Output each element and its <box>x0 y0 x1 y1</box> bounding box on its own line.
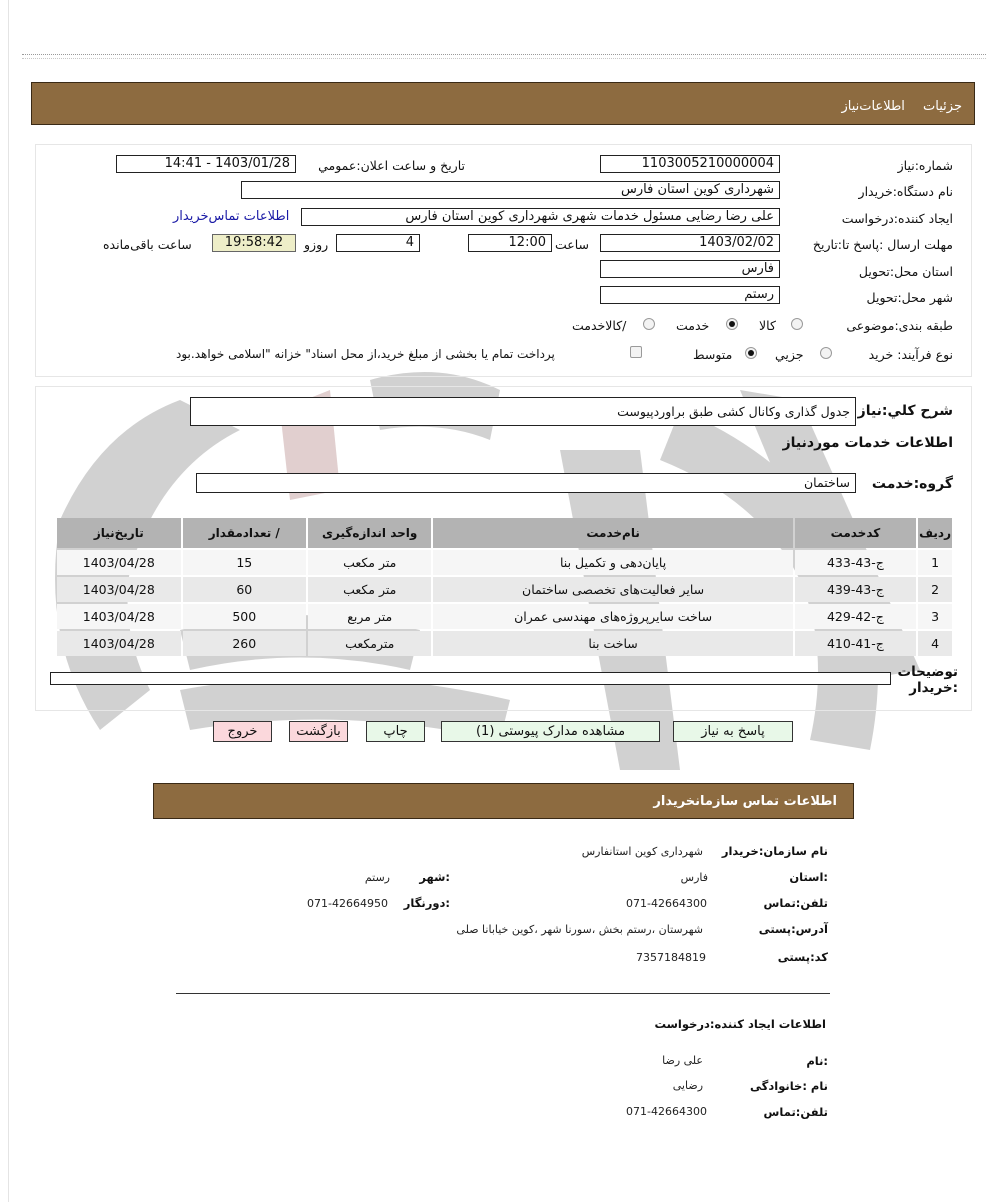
col-unit-header: واحد اندازه‌گیری <box>308 518 431 548</box>
treasury-checkbox-label: پرداخت تمام یا بخشی از مبلغ خرید،از محل اسناد" خزانه "اسلامی خواهد.بود <box>176 347 555 361</box>
col-row-header: ردیف <box>918 518 952 548</box>
cell-unit: مترمکعب <box>308 631 431 656</box>
cell-code: ج-41-410 <box>795 631 916 656</box>
table-row <box>57 577 952 602</box>
delivery-city-field: رستم <box>600 286 780 304</box>
days-field: 4 <box>336 234 420 252</box>
col-date-header: تاریخ‌نیاز <box>57 518 181 548</box>
creator-family-label: نام :خانوادگی <box>750 1079 828 1093</box>
buyer-contact-link[interactable]: اطلاعات تماس‌خریدار <box>173 209 290 224</box>
fax-value: 071-42664950 <box>307 897 388 910</box>
need-number-field: 1103005210000004 <box>600 155 780 173</box>
province-label: :استان <box>789 870 828 884</box>
page-left-rule <box>8 0 9 1202</box>
address-label: آدرس:پستی <box>758 922 828 936</box>
buyer-notes-label-line2: :خریدار <box>909 680 958 696</box>
delivery-province-label: استان محل:تحویل <box>858 264 953 279</box>
print-button[interactable]: چاپ <box>366 721 425 742</box>
tab-details[interactable]: جزئيات <box>923 99 962 114</box>
table-header-row <box>57 518 952 548</box>
process-medium-radio[interactable] <box>745 347 757 359</box>
cell-row: 3 <box>918 604 952 629</box>
creator-phone-label: تلفن:تماس <box>763 1105 828 1119</box>
service-group-field: ساختمان <box>196 473 856 493</box>
deadline-time-label: ساعت <box>555 237 590 252</box>
cell-code: ج-43-439 <box>795 577 916 602</box>
process-medium-label: متوسط <box>693 347 733 362</box>
cell-qty: 60 <box>183 577 306 602</box>
col-qty-header: / تعدادمقدار <box>183 518 306 548</box>
address-value: شهرستان ،رستم بخش ،سورنا شهر ،کوین خیابانا صلی <box>456 923 703 936</box>
process-minor-radio[interactable] <box>820 347 832 359</box>
cell-qty: 260 <box>183 631 306 656</box>
buyer-notes-label-line1: توضیحات <box>897 664 958 680</box>
exit-button[interactable]: خروج <box>213 721 272 742</box>
need-details-panel <box>35 144 972 377</box>
cell-code: ج-43-433 <box>795 550 916 575</box>
cell-row: 1 <box>918 550 952 575</box>
process-minor-label: جزیي <box>775 347 804 362</box>
creator-info-title: اطلاعات ایجاد کننده:درخواست <box>654 1017 826 1031</box>
announce-date-field: 1403/01/28 - 14:41 <box>116 155 296 173</box>
category-service-label: خدمت <box>676 318 710 333</box>
table-row <box>57 631 952 656</box>
creator-field: علی رضا رضایی مسئول خدمات شهری شهرداری کوین استان فارس <box>301 208 780 226</box>
category-goods-radio[interactable] <box>791 318 803 330</box>
postal-code-value: 7357184819 <box>636 951 706 964</box>
back-button[interactable]: بازگشت <box>289 721 348 742</box>
postal-code-label: کد:پستی <box>777 950 828 964</box>
delivery-province-field: فارس <box>600 260 780 278</box>
fax-label: :دورنگار <box>403 896 450 910</box>
process-type-label: نوع فرآیند: خرید <box>868 347 953 362</box>
buyer-notes-field <box>50 672 891 685</box>
buyer-org-label: نام دستگاه:خریدار <box>858 184 953 199</box>
category-goods-service-radio[interactable] <box>643 318 655 330</box>
summary-field: جدول گذاری وکانال کشی طبق براوردپیوست <box>190 397 856 426</box>
need-number-label: شماره:نیاز <box>897 158 953 173</box>
phone-value: 071-42664300 <box>626 897 707 910</box>
city-label: :شهر <box>419 870 450 884</box>
announce-date-label: تاریخ و ساعت اعلان:عمومي <box>318 158 465 173</box>
buyer-contact-header: اطلاعات تماس سازمانخریدار <box>153 783 854 819</box>
cell-row: 2 <box>918 577 952 602</box>
services-section-title: اطلاعات خدمات موردنیاز <box>782 435 953 451</box>
buyer-org-field: شهرداری کوین استان فارس <box>241 181 780 199</box>
cell-date: 1403/04/28 <box>57 631 181 656</box>
province-value: فارس <box>680 871 708 884</box>
cell-unit: متر مربع <box>308 604 431 629</box>
contact-divider <box>176 993 830 994</box>
view-attachments-button[interactable]: مشاهده مدارک پیوستی (1) <box>441 721 660 742</box>
treasury-checkbox[interactable] <box>630 346 642 358</box>
category-service-radio[interactable] <box>726 318 738 330</box>
cell-unit: متر مکعب <box>308 577 431 602</box>
page-header-bar <box>31 82 975 125</box>
cell-name: پایان‌دهی و تکمیل بنا <box>433 550 792 575</box>
org-name-value: شهرداری کوین استانفارس <box>581 845 703 858</box>
service-group-label: گروه:خدمت <box>871 476 953 492</box>
category-goods-service-label: /کالاخدمت <box>572 318 627 333</box>
city-value: رستم <box>364 871 390 884</box>
cell-name: سایر فعالیت‌های تخصصی ساختمان <box>433 577 792 602</box>
summary-label: شرح کلي:نیاز <box>857 403 953 419</box>
cell-unit: متر مکعب <box>308 550 431 575</box>
cell-qty: 15 <box>183 550 306 575</box>
org-name-label: نام سازمان:خریدار <box>721 844 828 858</box>
cell-name: ساخت سایرپروژه‌های مهندسی عمران <box>433 604 792 629</box>
services-table <box>55 516 954 658</box>
remaining-time-label: ساعت باقی‌مانده <box>103 237 192 252</box>
creator-name-value: علی رضا <box>662 1054 703 1067</box>
respond-button[interactable]: پاسخ به نیاز <box>673 721 793 742</box>
remaining-time-display: 19:58:42 <box>212 234 296 252</box>
tab-need-info[interactable]: اطلاعات‌نیاز <box>841 99 905 114</box>
creator-label: ایجاد کننده:درخواست <box>841 211 953 226</box>
creator-name-label: :نام <box>806 1054 828 1068</box>
top-divider <box>22 54 986 59</box>
deadline-time-field: 12:00 <box>468 234 552 252</box>
delivery-city-label: شهر محل:تحویل <box>866 290 953 305</box>
creator-phone-value: 071-42664300 <box>626 1105 707 1118</box>
col-name-header: نام‌خدمت <box>433 518 792 548</box>
deadline-date-field: 1403/02/02 <box>600 234 780 252</box>
cell-date: 1403/04/28 <box>57 550 181 575</box>
category-label: طبقه بندی:موضوعی <box>846 318 953 333</box>
cell-name: ساخت بنا <box>433 631 792 656</box>
category-goods-label: کالا <box>759 318 776 333</box>
table-row <box>57 550 952 575</box>
days-label: روزو <box>304 237 329 252</box>
cell-row: 4 <box>918 631 952 656</box>
cell-code: ج-42-429 <box>795 604 916 629</box>
deadline-label: مهلت ارسال :پاسخ تا:تاریخ <box>812 237 953 252</box>
cell-date: 1403/04/28 <box>57 604 181 629</box>
buyer-notes-label <box>898 664 958 696</box>
col-code-header: کدخدمت <box>795 518 916 548</box>
table-row <box>57 604 952 629</box>
creator-family-value: رضایی <box>672 1079 703 1092</box>
cell-date: 1403/04/28 <box>57 577 181 602</box>
phone-label: تلفن:تماس <box>763 896 828 910</box>
cell-qty: 500 <box>183 604 306 629</box>
